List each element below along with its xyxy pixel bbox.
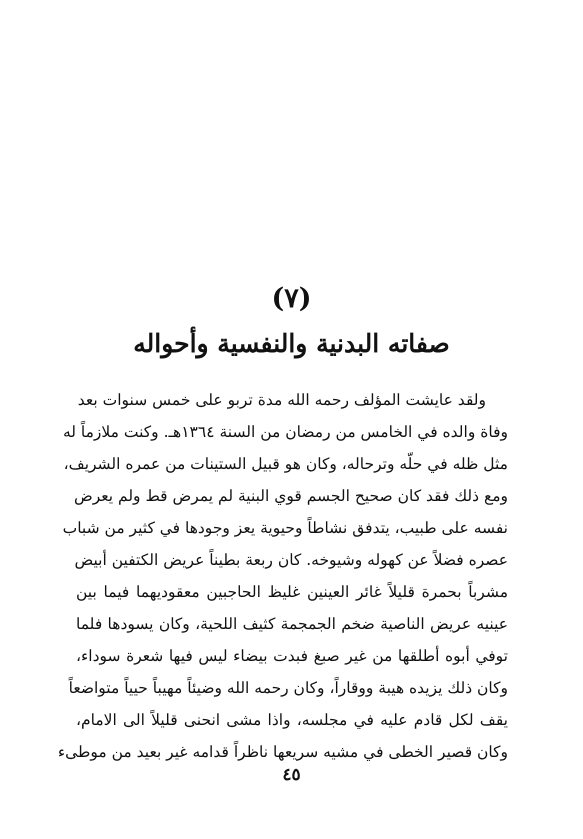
- chapter-title: صفاته البدنية والنفسية وأحواله: [133, 329, 450, 358]
- text-line: توفي أبوه أطلقها من غير صبغ فبدت بيضاء ليس فيها شعرة سوداء،: [76, 647, 508, 665]
- text-line: ومع ذلك فقد كان صحيح الجسم قوي البنية لم يمرض قط ولم يعرض: [74, 487, 508, 505]
- text-line: ولقد عايشت المؤلف رحمه الله مدة تربو على خمس سنوات بعد: [77, 391, 486, 409]
- page-number: ٤٥: [282, 765, 301, 785]
- body-paragraph: [57, 384, 508, 768]
- text-line: وكان ذلك يزيده هيبة ووقاراً، وكان رحمه الله وضيئاً مهيباً حيياً متواضعاً: [68, 679, 508, 697]
- text-line: نفسه على طبيب، يتدفق نشاطاً وحيوية يعز وجودها في كثير من شباب: [62, 519, 508, 537]
- text-line: وفاة والده في الخامس من رمضان من السنة ١٣٦٤هـ. وكنت ملازماً له: [62, 423, 508, 441]
- text-line: وكان قصير الخطى في مشيه سريعها ناظراً قدامه غير بعيد من موطىء: [57, 743, 508, 761]
- text-line: عينيه عريض الناصية ضخم الجمجمة كثيف اللحية، وكان يسودها فلما: [76, 615, 508, 633]
- chapter-number: (٧): [271, 283, 312, 314]
- text-line: مثل ظله في حلّه وترحاله، وكان هو قبيل الستينات من عمره الشريف،: [63, 455, 508, 473]
- text-line: يقف لكل قادم عليه في مجلسه، واذا مشى انحنى قليلاً الى الامام،: [76, 711, 508, 729]
- text-line: مشرباً بحمرة قليلاً غائر العينين غليظ الحاجبين معقوديهما فيما بين: [76, 583, 508, 601]
- text-line: عصره فضلاً عن كهوله وشيوخه. كان ربعة بطيناً عريض الكتفين أبيض: [74, 551, 508, 569]
